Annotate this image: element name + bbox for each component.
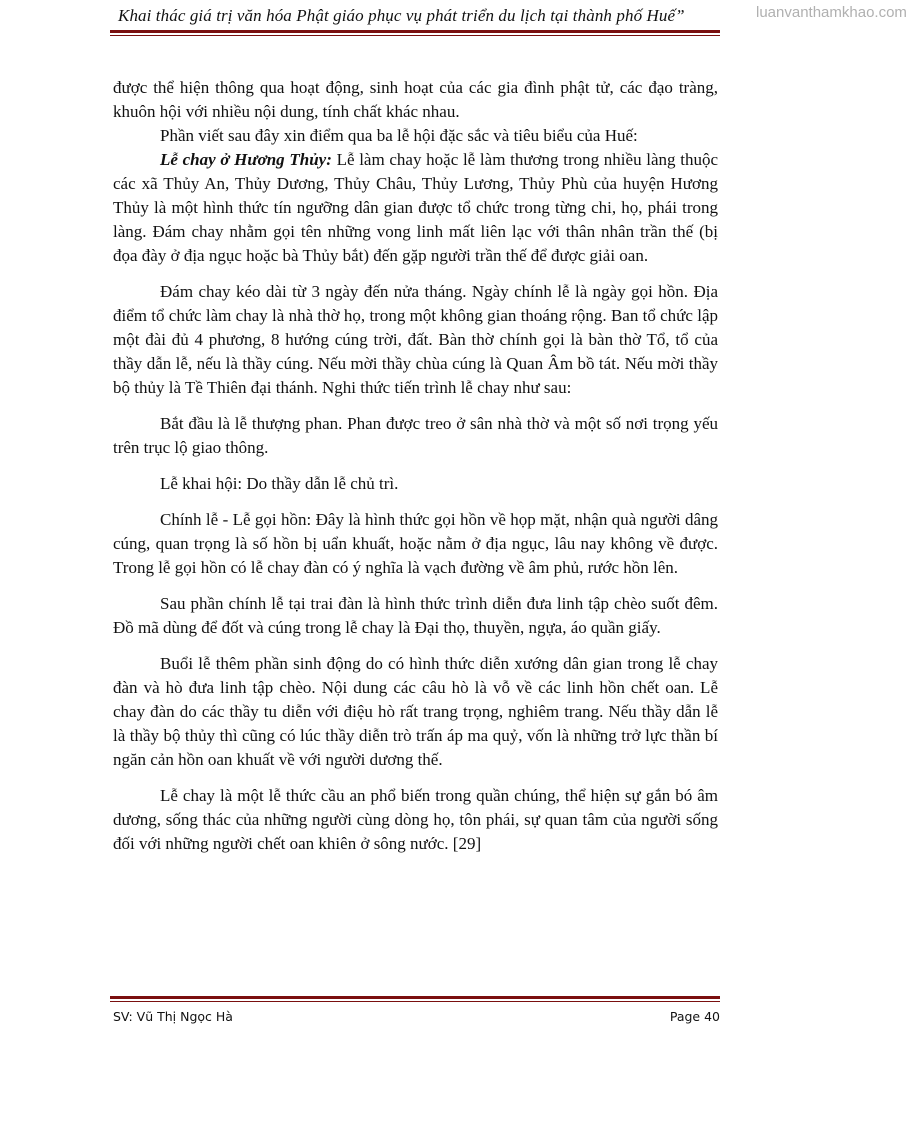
header-rule-thin xyxy=(110,35,720,36)
paragraph-le-chay xyxy=(113,148,718,268)
paragraph: Lễ chay là một lễ thức cầu an phổ biến trong quần chúng, thể hiện sự gắn bó âm dương, sống thác của những người cùng dòng họ, tôn phái, sự quan tâm của người sống đối với những người chết oan khiên ở sông nước. [29] xyxy=(113,786,718,853)
footer-rule xyxy=(110,996,720,999)
footer-rule-thin xyxy=(110,1001,720,1002)
lead-term: Lễ chay ở Hương Thủy: xyxy=(160,150,332,169)
page-header xyxy=(110,0,907,34)
paragraph: Chính lễ - Lễ gọi hồn: Đây là hình thức gọi hồn về họp mặt, nhận quà người dâng cúng, quan trọng là số hồn bị uẩn khuất, hoặc nằm ở địa ngục, lâu nay không về được. Trong lễ gọi hồn có lễ chay đàn có ý nghĩa là vạch đường về âm phủ, rước hồn lên. xyxy=(113,510,718,577)
body-text xyxy=(113,76,718,856)
page-number: Page 40 xyxy=(669,1009,720,1024)
watermark: luanvanthamkhao.com xyxy=(756,4,907,21)
header-title: Khai thác giá trị văn hóa Phật giáo phục vụ phát triển du lịch tại thành phố Huế” xyxy=(118,6,685,25)
paragraph: Buổi lễ thêm phần sinh động do có hình thức diễn xướng dân gian trong lễ chay đàn và hò đưa linh tập chèo. Nội dung các câu hò là vỗ về các linh hồn chết oan. Lễ chay đàn do các thầy tu diễn với điệu hò rất trang trọng, nghiêm trang. Nếu thầy dẫn lễ là thầy bộ thủy thì cũng có lúc thầy diễn trò trấn áp ma quỷ, vốn là những trở lực thần bí ngăn cản hồn oan khuất về với người dương thế. xyxy=(113,654,718,769)
footer-author: SV: Vũ Thị Ngọc Hà xyxy=(113,1009,233,1024)
paragraph: Phần viết sau đây xin điểm qua ba lễ hội đặc sắc và tiêu biểu của Huế: xyxy=(160,126,638,145)
paragraph: Đám chay kéo dài từ 3 ngày đến nửa tháng. Ngày chính lễ là ngày gọi hồn. Địa điểm tổ chức làm chay là nhà thờ họ, trong một không gian thoáng rộng. Ban tổ chức lập một đài đủ 4 phương, 8 hướng cúng trời, đất. Bàn thờ chính gọi là bàn thờ Tổ, tổ của thầy dẫn lễ, nếu là thầy cúng. Nếu mời thầy chùa cúng là Quan Âm bồ tát. Nếu mời thầy bộ thủy là Tề Thiên đại thánh. Nghi thức tiến trình lễ chay như sau: xyxy=(113,282,718,397)
paragraph: Bắt đầu là lễ thượng phan. Phan được treo ở sân nhà thờ và một số nơi trọng yếu trên trục lộ giao thông. xyxy=(113,414,718,457)
paragraph: Lễ khai hội: Do thầy dẫn lễ chủ trì. xyxy=(160,474,399,493)
paragraph-text: Lễ làm chay hoặc lễ làm thương trong nhiều làng thuộc các xã Thủy An, Thủy Dương, Thủy Châu, Thủy Lương, Thủy Phù của huyện Hương Thủy là một hình thức tín ngưỡng dân gian được tổ chức trong từng chi, họ, phái trong làng. Đám chay nhằm gọi tên những vong linh mất liên lạc với thân nhân trần thế (bị đọa đày ở địa ngục hoặc bà Thủy bắt) đến gặp người trần thế để được giải oan. xyxy=(113,150,719,265)
paragraph: Sau phần chính lễ tại trai đàn là hình thức trình diễn đưa linh tập chèo suốt đêm. Đồ mã dùng để đốt và cúng trong lễ chay là Đại thọ, thuyền, ngựa, áo quần giấy. xyxy=(113,594,718,637)
paragraph: được thể hiện thông qua hoạt động, sinh hoạt của các gia đình phật tử, các đạo tràng, khuôn hội với nhiều nội dung, tính chất khác nhau. xyxy=(113,78,718,121)
header-rule xyxy=(110,30,720,33)
